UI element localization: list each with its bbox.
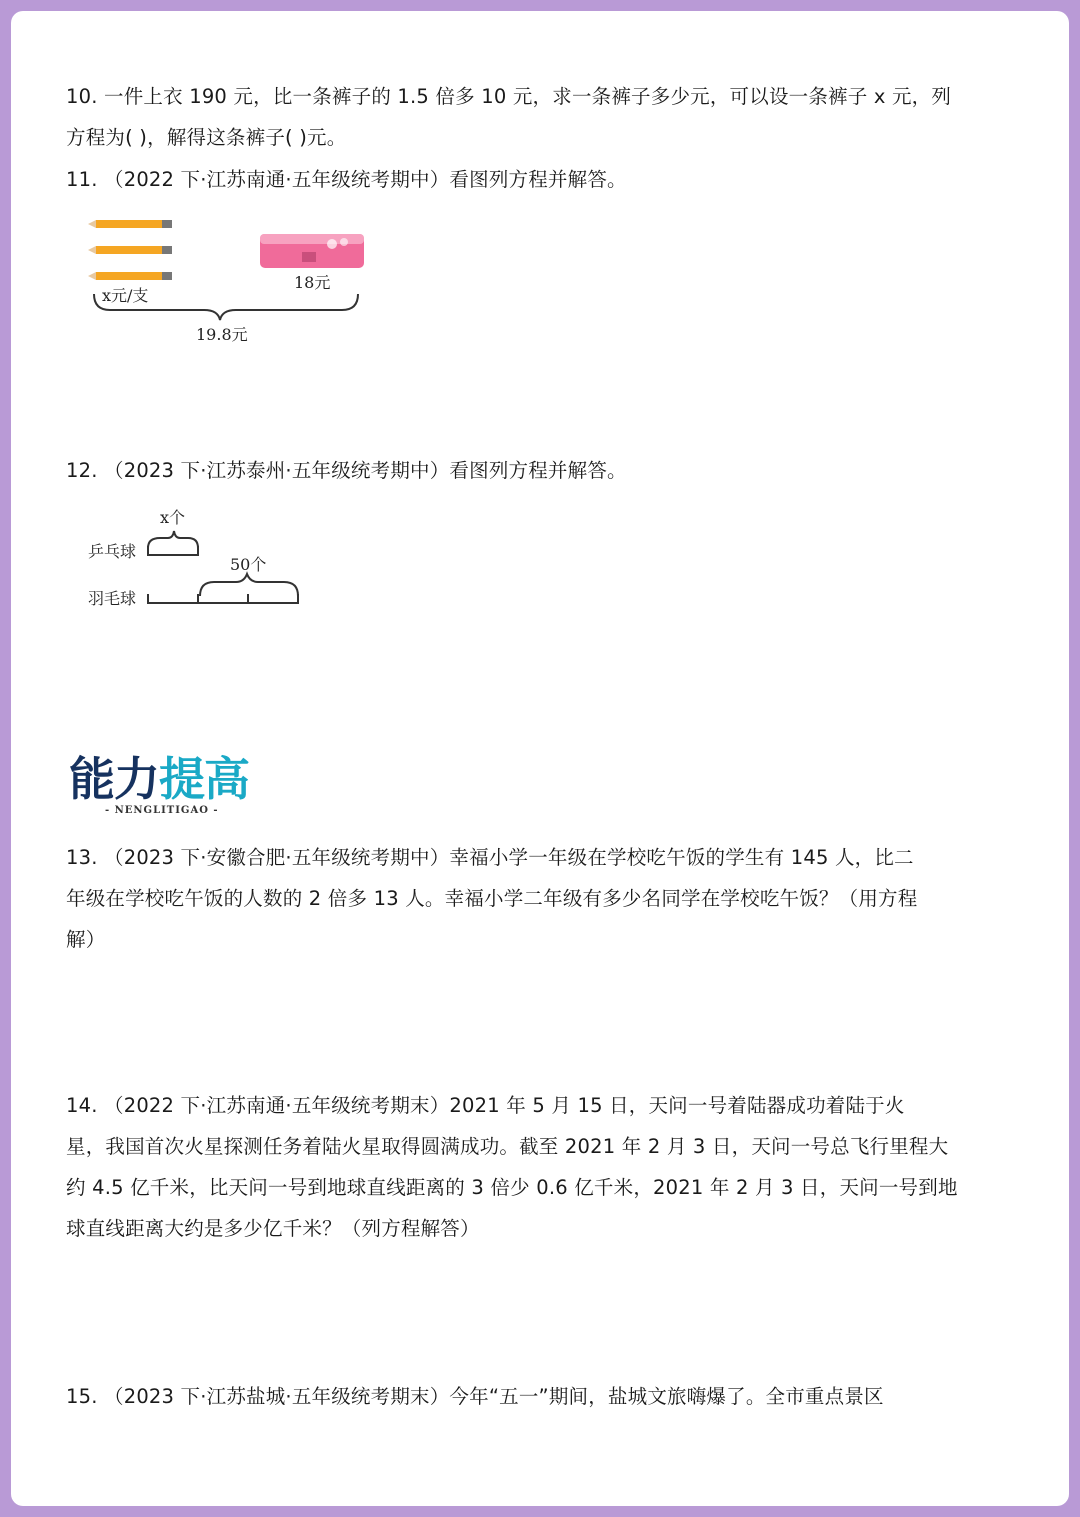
pencil-icon: [88, 272, 172, 280]
total-price-label: 19.8元: [196, 325, 248, 344]
question-13-line-2: 年级在学校吃午饭的人数的 2 倍多 13 人。幸福小学二年级有多少名同学在学校吃午饭？（用方程: [66, 887, 918, 910]
question-14: [66, 1085, 996, 1249]
question-13-line-1: 13. （2023 下·安徽合肥·五年级统考期中）幸福小学一年级在学校吃午饭的学生有 145 人，比二: [66, 846, 914, 869]
question-10: [66, 76, 996, 158]
question-15-line-1: 15. （2023 下·江苏盐城·五年级统考期末）今年“五一”期间，盐城文旅嗨爆了。全市重点景区: [66, 1385, 884, 1408]
logo-text-part-1: 能力: [69, 752, 159, 806]
logo-subtitle: - NENGLITIGAO -: [105, 805, 219, 816]
question-10-line-1: 10. 一件上衣 190 元，比一条裤子的 1.5 倍多 10 元，求一条裤子多少元，可以设一条裤子 x 元，列: [66, 85, 952, 108]
x-brace: [148, 531, 198, 548]
extra-count-label: 50个: [230, 555, 267, 574]
question-12-figure: [84, 502, 314, 614]
question-14-line-4: 球直线距离大约是多少亿千米？（列方程解答）: [66, 1217, 480, 1240]
question-10-line-2: 方程为( )，解得这条裤子( )元。: [66, 126, 347, 149]
pingpong-segment: [148, 546, 198, 555]
question-11: [66, 159, 996, 200]
section-logo: [69, 752, 264, 822]
pencil-icon: [88, 220, 172, 228]
pingpong-label: 乒乓球: [88, 542, 137, 561]
case-price-label: 18元: [294, 273, 331, 292]
pencil-case-icon: [260, 234, 364, 268]
badminton-label: 羽毛球: [88, 589, 137, 608]
extra-brace: [200, 574, 298, 596]
pencil-icon: [88, 246, 172, 254]
badminton-segment: [148, 594, 298, 603]
section-title: [69, 752, 249, 806]
question-14-line-1: 14. （2022 下·江苏南通·五年级统考期末）2021 年 5 月 15 日，天问一号着陆器成功着陆于火: [66, 1094, 905, 1117]
logo-text-part-2: 提高: [159, 752, 249, 806]
question-13-line-3: 解）: [66, 928, 106, 951]
question-11-line-1: 11. （2022 下·江苏南通·五年级统考期中）看图列方程并解答。: [66, 168, 627, 191]
question-13: [66, 837, 996, 960]
pencil-price-label: x元/支: [102, 286, 149, 305]
question-12: [66, 450, 996, 491]
question-14-line-2: 星，我国首次火星探测任务着陆火星取得圆满成功。截至 2021 年 2 月 3 日，天问一号总飞行里程大: [66, 1135, 949, 1158]
question-14-line-3: 约 4.5 亿千米，比天问一号到地球直线距离的 3 倍少 0.6 亿千米，2021 年 2 月 3 日，天问一号到地: [66, 1176, 958, 1199]
x-count-label: x个: [160, 508, 186, 527]
question-12-line-1: 12. （2023 下·江苏泰州·五年级统考期中）看图列方程并解答。: [66, 459, 627, 482]
question-11-figure: [80, 212, 380, 352]
question-15: [66, 1376, 996, 1417]
